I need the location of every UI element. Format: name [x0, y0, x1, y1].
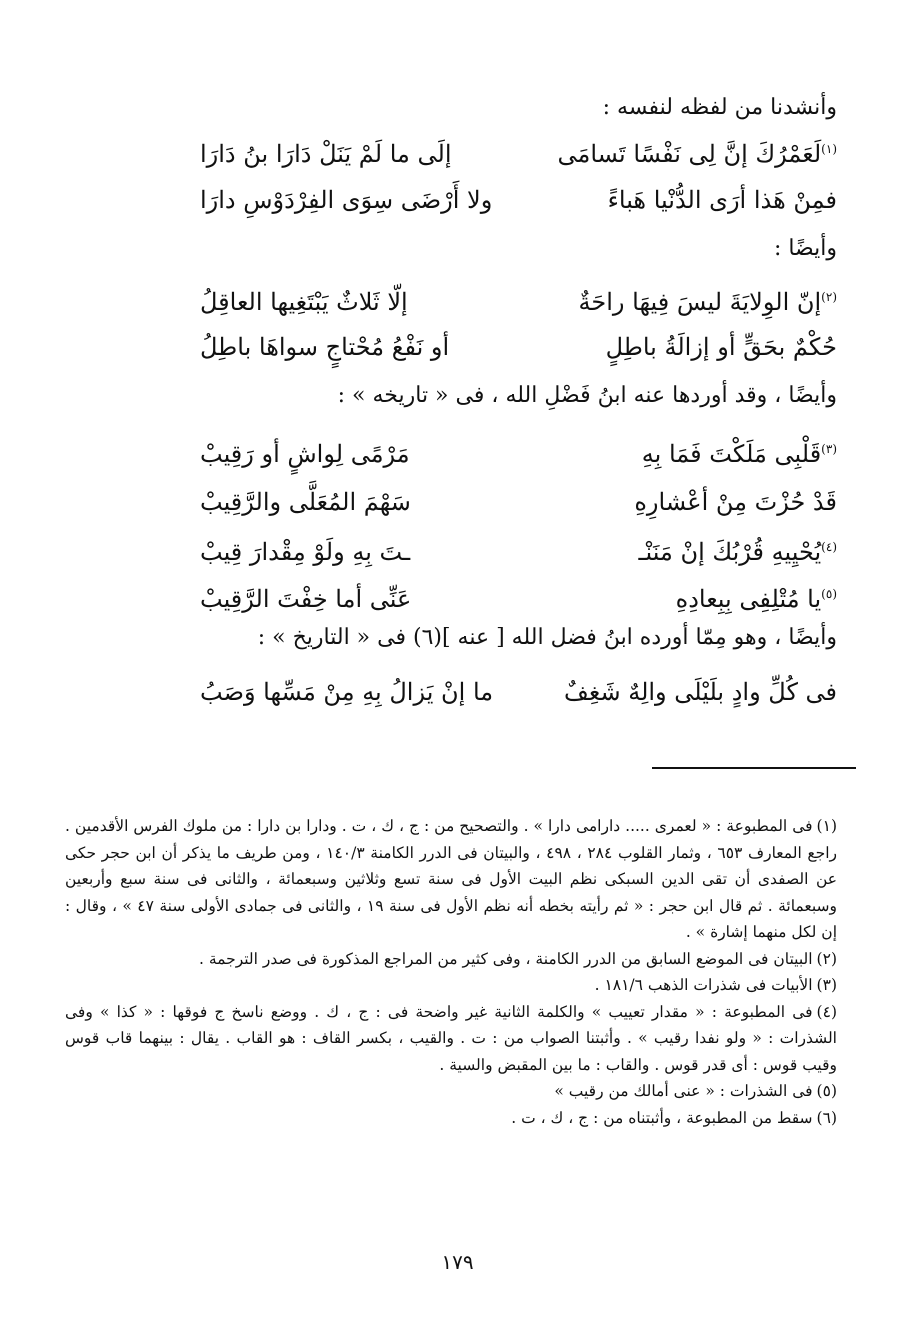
footnote — [65, 972, 837, 999]
verse-first-hemistich — [642, 432, 837, 476]
verse-second-hemistich: عَنِّى أما خِفْتَ الرَّقِيبْ — [200, 585, 412, 613]
verse-first-hemistich — [579, 280, 837, 324]
verse-first-hemistich — [564, 670, 837, 714]
footnote-number: (٢) — [816, 949, 837, 968]
footnote — [65, 946, 837, 973]
hemistich-text: إنّ الوِلايَةَ ليسَ فِيهَا راحَةٌ — [578, 288, 822, 316]
footnote-ref: (٤) — [821, 540, 837, 554]
footnotes — [65, 813, 837, 1131]
footnote-separator — [652, 767, 856, 769]
hemistich-text: يا مُتْلِفِى بِبِعادِهِ — [675, 585, 822, 613]
footnote-text: البيتان فى الموضع السابق من الدرر الكامنة ، وفى كثير من المراجع المذكورة فى صدر الترجمة . — [199, 949, 813, 968]
intro-line: وأنشدنا من لفظه لنفسه : — [602, 95, 837, 120]
page-number: ١٧٩ — [441, 1250, 474, 1274]
footnote-text: الأبيات فى شذرات الذهب ١٨١/٦ . — [594, 976, 813, 994]
verse-first-hemistich — [557, 132, 837, 176]
footnote-text: فى المطبوعة : « مقدار تعييب » والكلمة الثانية غير واضحة فى : ج ، ك . ووضع ناسخ ج فوقها : « كذا » وفى الشذرات : « ولو نفدا رقيب » . وأثبتنا الصواب من : ت . والقيب ، بكسر القاف : هو القاب . يقال : بينهما قاب قوس وقيب قوس : أى قدر قوس . والقاب : ما بين المقبض والسية . — [65, 1002, 837, 1074]
hemistich-text: فمِنْ هَذا أرَى الدُّنْيا هَباءً — [607, 186, 837, 214]
verse-second-hemistich: سَهْمَ المُعَلَّى والرَّقِيبْ — [200, 488, 411, 516]
verse-line — [200, 178, 837, 222]
footnote — [65, 999, 837, 1079]
footnote-number: (٦) — [816, 1108, 837, 1127]
verse-second-hemistich: ما إنْ يَزالُ بِهِ مِنْ مَسِّها وَصَبُ — [200, 678, 494, 706]
footnote-number: (٣) — [816, 976, 837, 994]
verse-line — [200, 670, 837, 714]
hemistich-text: فى كُلِّ وادٍ بلَيْلَى والِهٌ شَغِفٌ — [564, 678, 837, 706]
verse-line — [200, 480, 837, 524]
footnote-ref: (٢) — [821, 290, 837, 304]
verse-line — [200, 530, 837, 574]
verse-first-hemistich — [638, 530, 837, 574]
intro-line: وأيضًا ، وقد أوردها عنه ابنُ فَضْلِ الله ، فى « تاريخه » : — [337, 383, 837, 408]
hemistich-text: حُكْمٌ بحَقٍّ أو إزالَةُ باطِلٍ — [605, 333, 837, 361]
verse-line — [200, 577, 837, 621]
verse-line — [200, 325, 837, 369]
footnote-text: سقط من المطبوعة ، وأثبتناه من : ج ، ك ، ت . — [511, 1108, 813, 1127]
verse-first-hemistich — [634, 480, 837, 524]
verse-second-hemistich: ولا أَرْضَى سِوَى الفِرْدَوْسِ دارَا — [200, 186, 493, 214]
verse-first-hemistich — [606, 325, 837, 369]
footnote — [65, 1078, 837, 1105]
footnote-number: (١) — [816, 817, 837, 835]
hemistich-text: لَعَمْرُكَ إنَّ لِى نَفْسًا تَسامَى — [557, 140, 822, 168]
verse-line — [200, 432, 837, 476]
footnote-number: (٤) — [816, 1002, 837, 1021]
intro-line: وأيضًا : — [773, 236, 837, 261]
footnote-ref: (١) — [821, 142, 837, 156]
verse-second-hemistich: ـتَ بِهِ ولَوْ مِقْدارَ قِيبْ — [200, 538, 411, 566]
verse-second-hemistich: أو نَفْعُ مُحْتاجٍ سواهَا باطِلُ — [200, 333, 450, 361]
footnote-ref: (٣) — [821, 442, 837, 456]
hemistich-text: قَدْ حُزْتَ مِنْ أعْشارِهِ — [634, 488, 837, 516]
verse-first-hemistich — [608, 178, 837, 222]
verse-first-hemistich — [676, 577, 837, 621]
footnote — [65, 813, 837, 946]
footnote-text: فى المطبوعة : « لعمرى ..... دارامى دارا » . والتصحيح من : ج ، ك ، ت . ودارا بن دارا : من ملوك الفرس الأقدمين . راجع المعارف ٦٥٣ ، وثمار القلوب ٢٨٤ ، ٤٩٨ ، والبيتان فى الدرر الكامنة ١٤٠/٣ ، ومن طريف ما يذكر أن ابن حجر حكى عن الصفدى أن تقى الدين السبكى نظم البيت الأول فى سنة تسع وثلاثين وسبعمائة ، والثانى فى سنة سبع وأربعين وسبعمائة . ثم قال ابن حجر : « ثم رأيته بخطه أنه نظم الأول فى سنة ١٩ ، والثانى فى جمادى الأولى سنة ٤٧ » ، وقال : إن لكل منهما إشارة » . — [65, 817, 838, 941]
intro-line: وأيضًا ، وهو مِمّا أورده ابنُ فضل الله [ عنه ](٦) فى « التاريخ » : — [257, 625, 837, 650]
footnote-number: (٥) — [816, 1082, 837, 1100]
verse-second-hemistich: إلَى ما لَمْ يَنَلْ دَارَا بنُ دَارَا — [200, 140, 452, 168]
verse-line — [200, 132, 837, 176]
verse-second-hemistich: مَرْمًى لِواشٍ أو رَقِيبْ — [200, 440, 410, 468]
hemistich-text: قَلْبِى مَلَكْتَ فَمَا بِهِ — [641, 440, 822, 468]
verse-second-hemistich: إلّا ثَلاثٌ يَبْتَغِيها العاقِلُ — [200, 288, 408, 316]
footnote — [65, 1105, 837, 1132]
hemistich-text: يُحْيِيهِ قُرْبُكَ إنْ مَنَنْـ — [638, 538, 822, 566]
verse-line — [200, 280, 837, 324]
footnote-ref: (٥) — [821, 587, 837, 601]
footnote-text: فى الشذرات : « عنى أمالك من رقيب » — [554, 1082, 813, 1100]
